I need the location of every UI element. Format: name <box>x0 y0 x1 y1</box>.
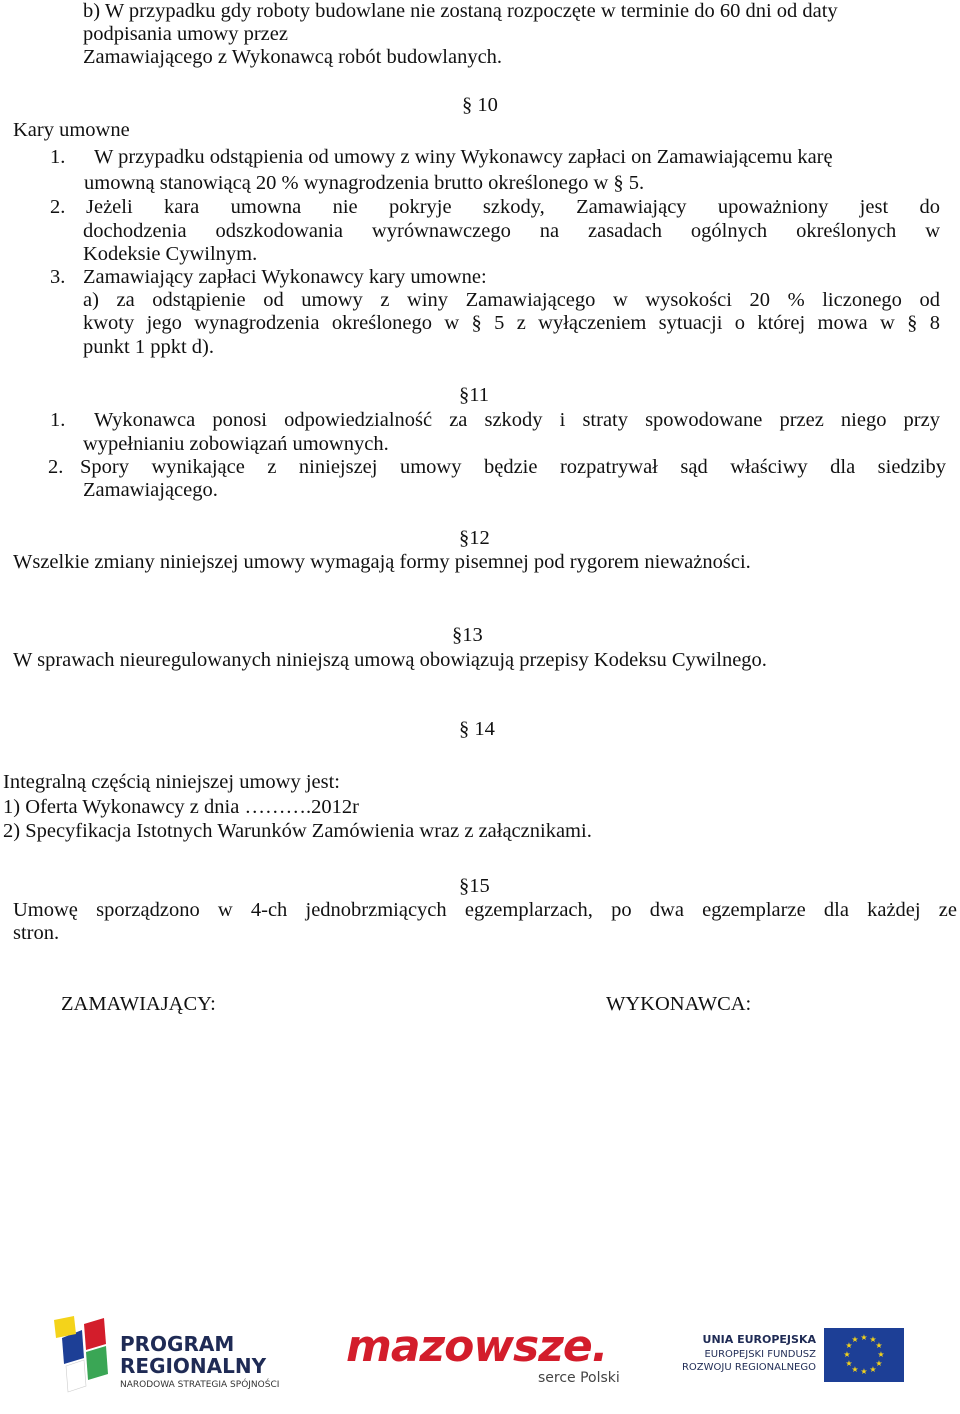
section-10-item-3a-line-1: a) za odstąpienie od umowy z winy Zamawiającego w wysokości 20 % liczonego od <box>83 289 940 311</box>
svg-text:★: ★ <box>851 1335 859 1344</box>
erdf-label-2: ROZWOJU REGIONALNEGO <box>681 1362 816 1373</box>
svg-text:★: ★ <box>860 1333 868 1342</box>
section-15-line-2: stron. <box>13 922 60 944</box>
erdf-label: EUROPEJSKI FUNDUSZ <box>704 1349 816 1360</box>
item-number: 2. <box>48 456 64 478</box>
svg-text:★: ★ <box>869 1335 877 1344</box>
section-10-heading: § 10 <box>462 94 498 116</box>
section-11-item-1-line-1: Wykonawca ponosi odpowiedzialność za szkody i straty spowodowane przez niego przy <box>94 409 940 431</box>
svg-text:★: ★ <box>845 1359 853 1368</box>
section-14-intro: Integralną częścią niniejszej umowy jest: <box>3 771 340 793</box>
clause-b-line-3: Zamawiającego z Wykonawcą robót budowlanych. <box>83 46 503 68</box>
nss-flag-icon <box>54 1316 114 1394</box>
item-number: 1. <box>50 409 66 431</box>
section-10-item-3a-line-2: kwoty jego wynagrodzenia określonego w § 5 z wyłączeniem sytuacji o której mowa w § 8 <box>83 312 940 334</box>
section-12-text: Wszelkie zmiany niniejszej umowy wymagają formy pisemnej pod rygorem nieważności. <box>13 551 751 573</box>
section-10-item-2-line-3: Kodeksie Cywilnym. <box>83 243 258 265</box>
clause-b-line-1: b) W przypadku gdy roboty budowlane nie zostaną rozpoczęte w terminie do 60 dni od daty <box>83 0 838 22</box>
eu-logo <box>672 1328 912 1384</box>
regionalny-label: REGIONALNY <box>120 1354 267 1378</box>
svg-text:★: ★ <box>869 1365 877 1374</box>
section-10-item-3-line-1: Zamawiający zapłaci Wykonawcy kary umowne: <box>83 266 487 288</box>
section-14-heading: § 14 <box>459 718 495 740</box>
program-label: PROGRAM <box>120 1332 235 1356</box>
section-10-title: Kary umowne <box>13 119 130 141</box>
item-number: 2. <box>50 196 66 218</box>
svg-text:★: ★ <box>845 1341 853 1350</box>
section-14-item-2: 2) Specyfikacja Istotnych Warunków Zamówienia wraz z załącznikami. <box>3 820 592 842</box>
section-11-item-2-line-2: Zamawiającego. <box>83 479 218 501</box>
section-11-item-2-line-1: Spory wynikające z niniejszej umowy będzie rozpatrywał sąd właściwy dla siedziby <box>80 456 946 478</box>
section-13-text: W sprawach nieuregulowanych niniejszą umową obowiązują przepisy Kodeksu Cywilnego. <box>13 649 767 671</box>
item-number: 1. <box>50 146 66 168</box>
section-10-item-2-line-1: Jeżeli kara umowna nie pokryje szkody, Zamawiający upoważniony jest do <box>86 196 940 218</box>
section-10-item-1-line-1: W przypadku odstąpienia od umowy z winy Wykonawcy zapłaci on Zamawiającemu karę <box>94 146 833 168</box>
eu-label: UNIA EUROPEJSKA <box>702 1333 816 1346</box>
mazowsze-logo <box>346 1322 636 1394</box>
signature-label-wykonawca: WYKONAWCA: <box>606 993 752 1015</box>
section-13-heading: §13 <box>452 624 483 646</box>
svg-text:★: ★ <box>860 1367 868 1376</box>
section-10-item-3a-line-3: punkt 1 ppkt d). <box>83 336 214 358</box>
svg-text:★: ★ <box>843 1350 851 1359</box>
signature-label-zamawiajacy: ZAMAWIAJĄCY: <box>61 993 216 1015</box>
svg-text:★: ★ <box>851 1365 859 1374</box>
item-number: 3. <box>50 266 66 288</box>
svg-text:★: ★ <box>877 1350 885 1359</box>
mazowsze-wordmark: mazowsze. <box>346 1321 608 1372</box>
section-10-item-2-line-2: dochodzenia odszkodowania wyrównawczego na zasadach ogólnych określonych w <box>83 220 940 242</box>
strategy-label: NARODOWA STRATEGIA SPÓJNOŚCI <box>120 1380 280 1390</box>
section-15-line-1: Umowę sporządzono w 4-ch jednobrzmiących egzemplarzach, po dwa egzemplarze dla każdej ze <box>13 899 957 921</box>
section-11-item-1-line-2: wypełnianiu zobowiązań umownych. <box>83 433 389 455</box>
eu-flag-icon <box>824 1328 904 1382</box>
clause-b-line-2: podpisania umowy przez <box>83 23 288 45</box>
program-regionalny-logo <box>54 1316 314 1396</box>
section-11-heading: §11 <box>459 384 489 406</box>
section-12-heading: §12 <box>459 527 490 549</box>
section-14-item-1: 1) Oferta Wykonawcy z dnia ……….2012r <box>3 796 359 818</box>
section-15-heading: §15 <box>459 875 490 897</box>
section-10-item-1-line-2: umowną stanowiącą 20 % wynagrodzenia brutto określonego w § 5. <box>84 172 645 194</box>
svg-text:★: ★ <box>875 1359 883 1368</box>
svg-text:★: ★ <box>875 1341 883 1350</box>
mazowsze-tagline: serce Polski <box>538 1370 620 1386</box>
